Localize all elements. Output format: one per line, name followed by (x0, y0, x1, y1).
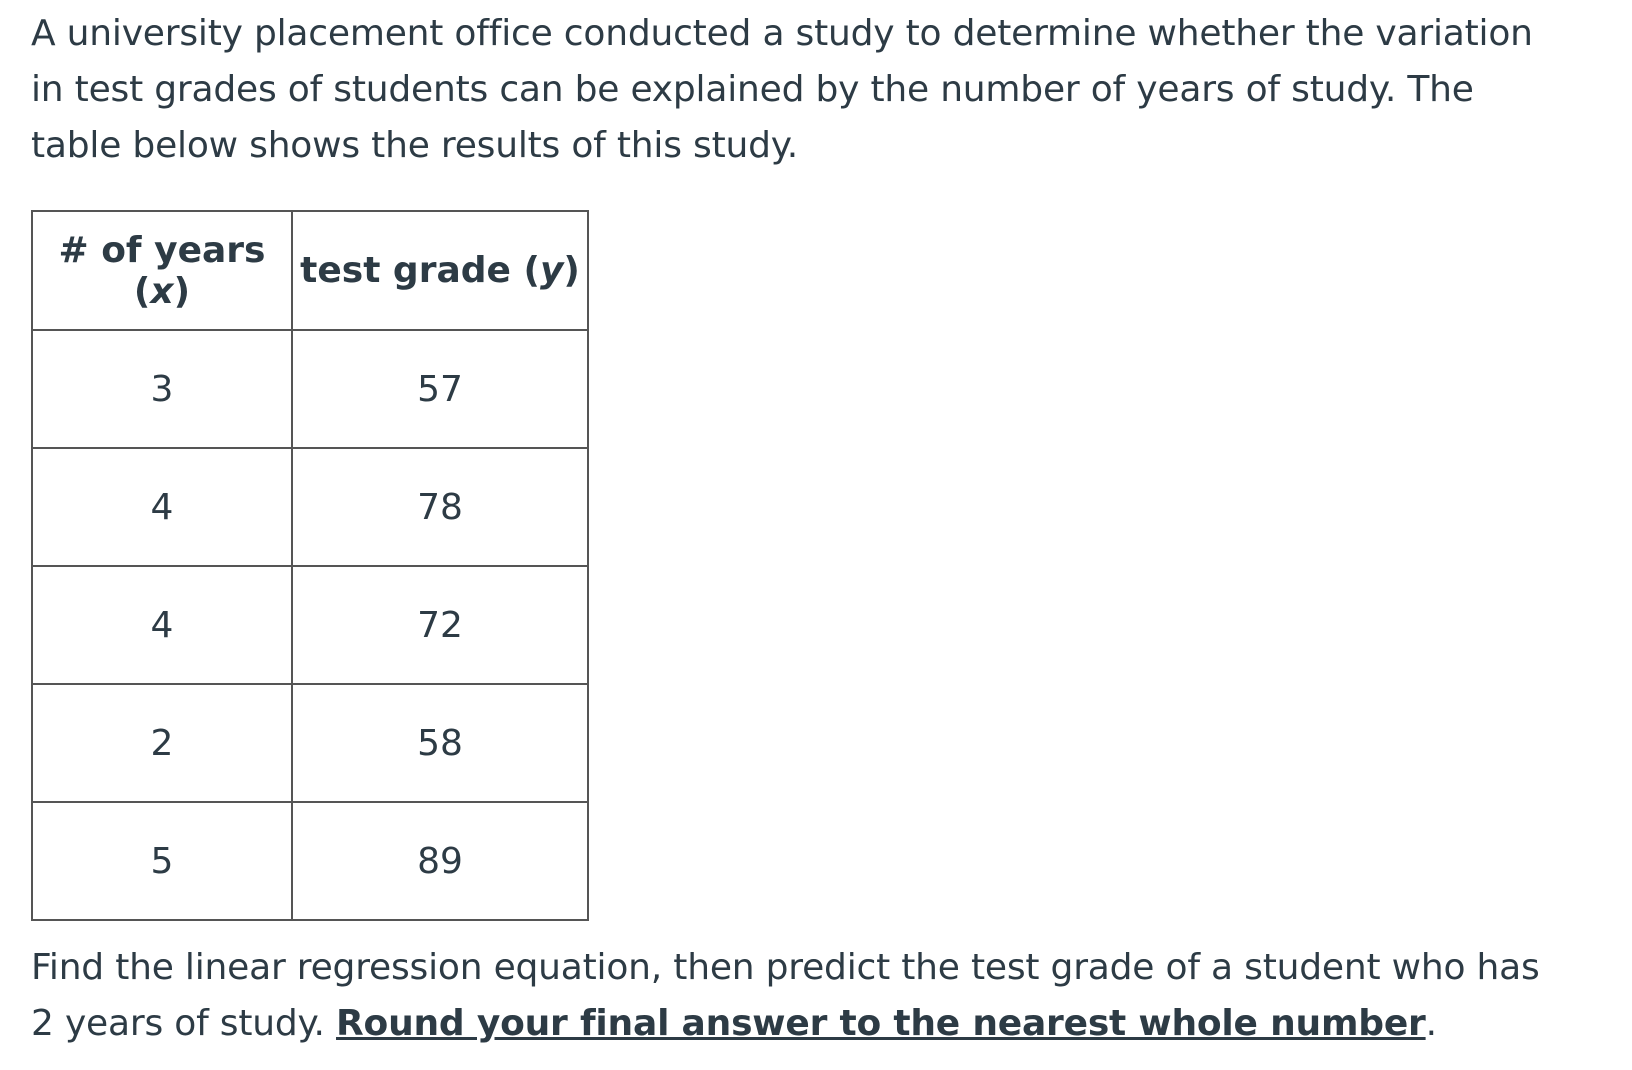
rounding-instruction: Round your final answer to the nearest whole number (336, 1003, 1426, 1044)
data-table (31, 210, 589, 921)
column-header-years-var: x (150, 270, 174, 312)
question-end: . (1425, 1003, 1437, 1044)
column-header-years (32, 211, 292, 330)
column-header-grade (292, 211, 588, 330)
column-header-grade-close: ) (563, 250, 580, 291)
question-text: Find the linear regression equation, then predict the test grade of a student who has 2 years of study. (31, 947, 1540, 1044)
table-row (32, 330, 588, 448)
cell-grade: 78 (292, 448, 588, 566)
column-header-years-label: # of years ( (58, 229, 266, 312)
intro-paragraph: A university placement office conducted a study to determine whether the variation in test grades of students can be explained by the number of years of study. The table below shows the results of this study. (31, 13, 1533, 166)
column-header-years-close: ) (173, 270, 191, 312)
table-row (32, 566, 588, 684)
cell-grade: 72 (292, 566, 588, 684)
cell-years: 3 (32, 330, 292, 448)
cell-years: 4 (32, 566, 292, 684)
cell-grade: 57 (292, 330, 588, 448)
column-header-grade-label: test grade ( (300, 250, 540, 291)
cell-years: 2 (32, 684, 292, 802)
table-row (32, 802, 588, 920)
question-paragraph (31, 940, 1551, 1052)
table-row (32, 684, 588, 802)
table-header-row (32, 211, 588, 330)
cell-years: 5 (32, 802, 292, 920)
cell-grade: 89 (292, 802, 588, 920)
cell-grade: 58 (292, 684, 588, 802)
column-header-grade-var: y (539, 250, 564, 291)
table-row (32, 448, 588, 566)
cell-years: 4 (32, 448, 292, 566)
